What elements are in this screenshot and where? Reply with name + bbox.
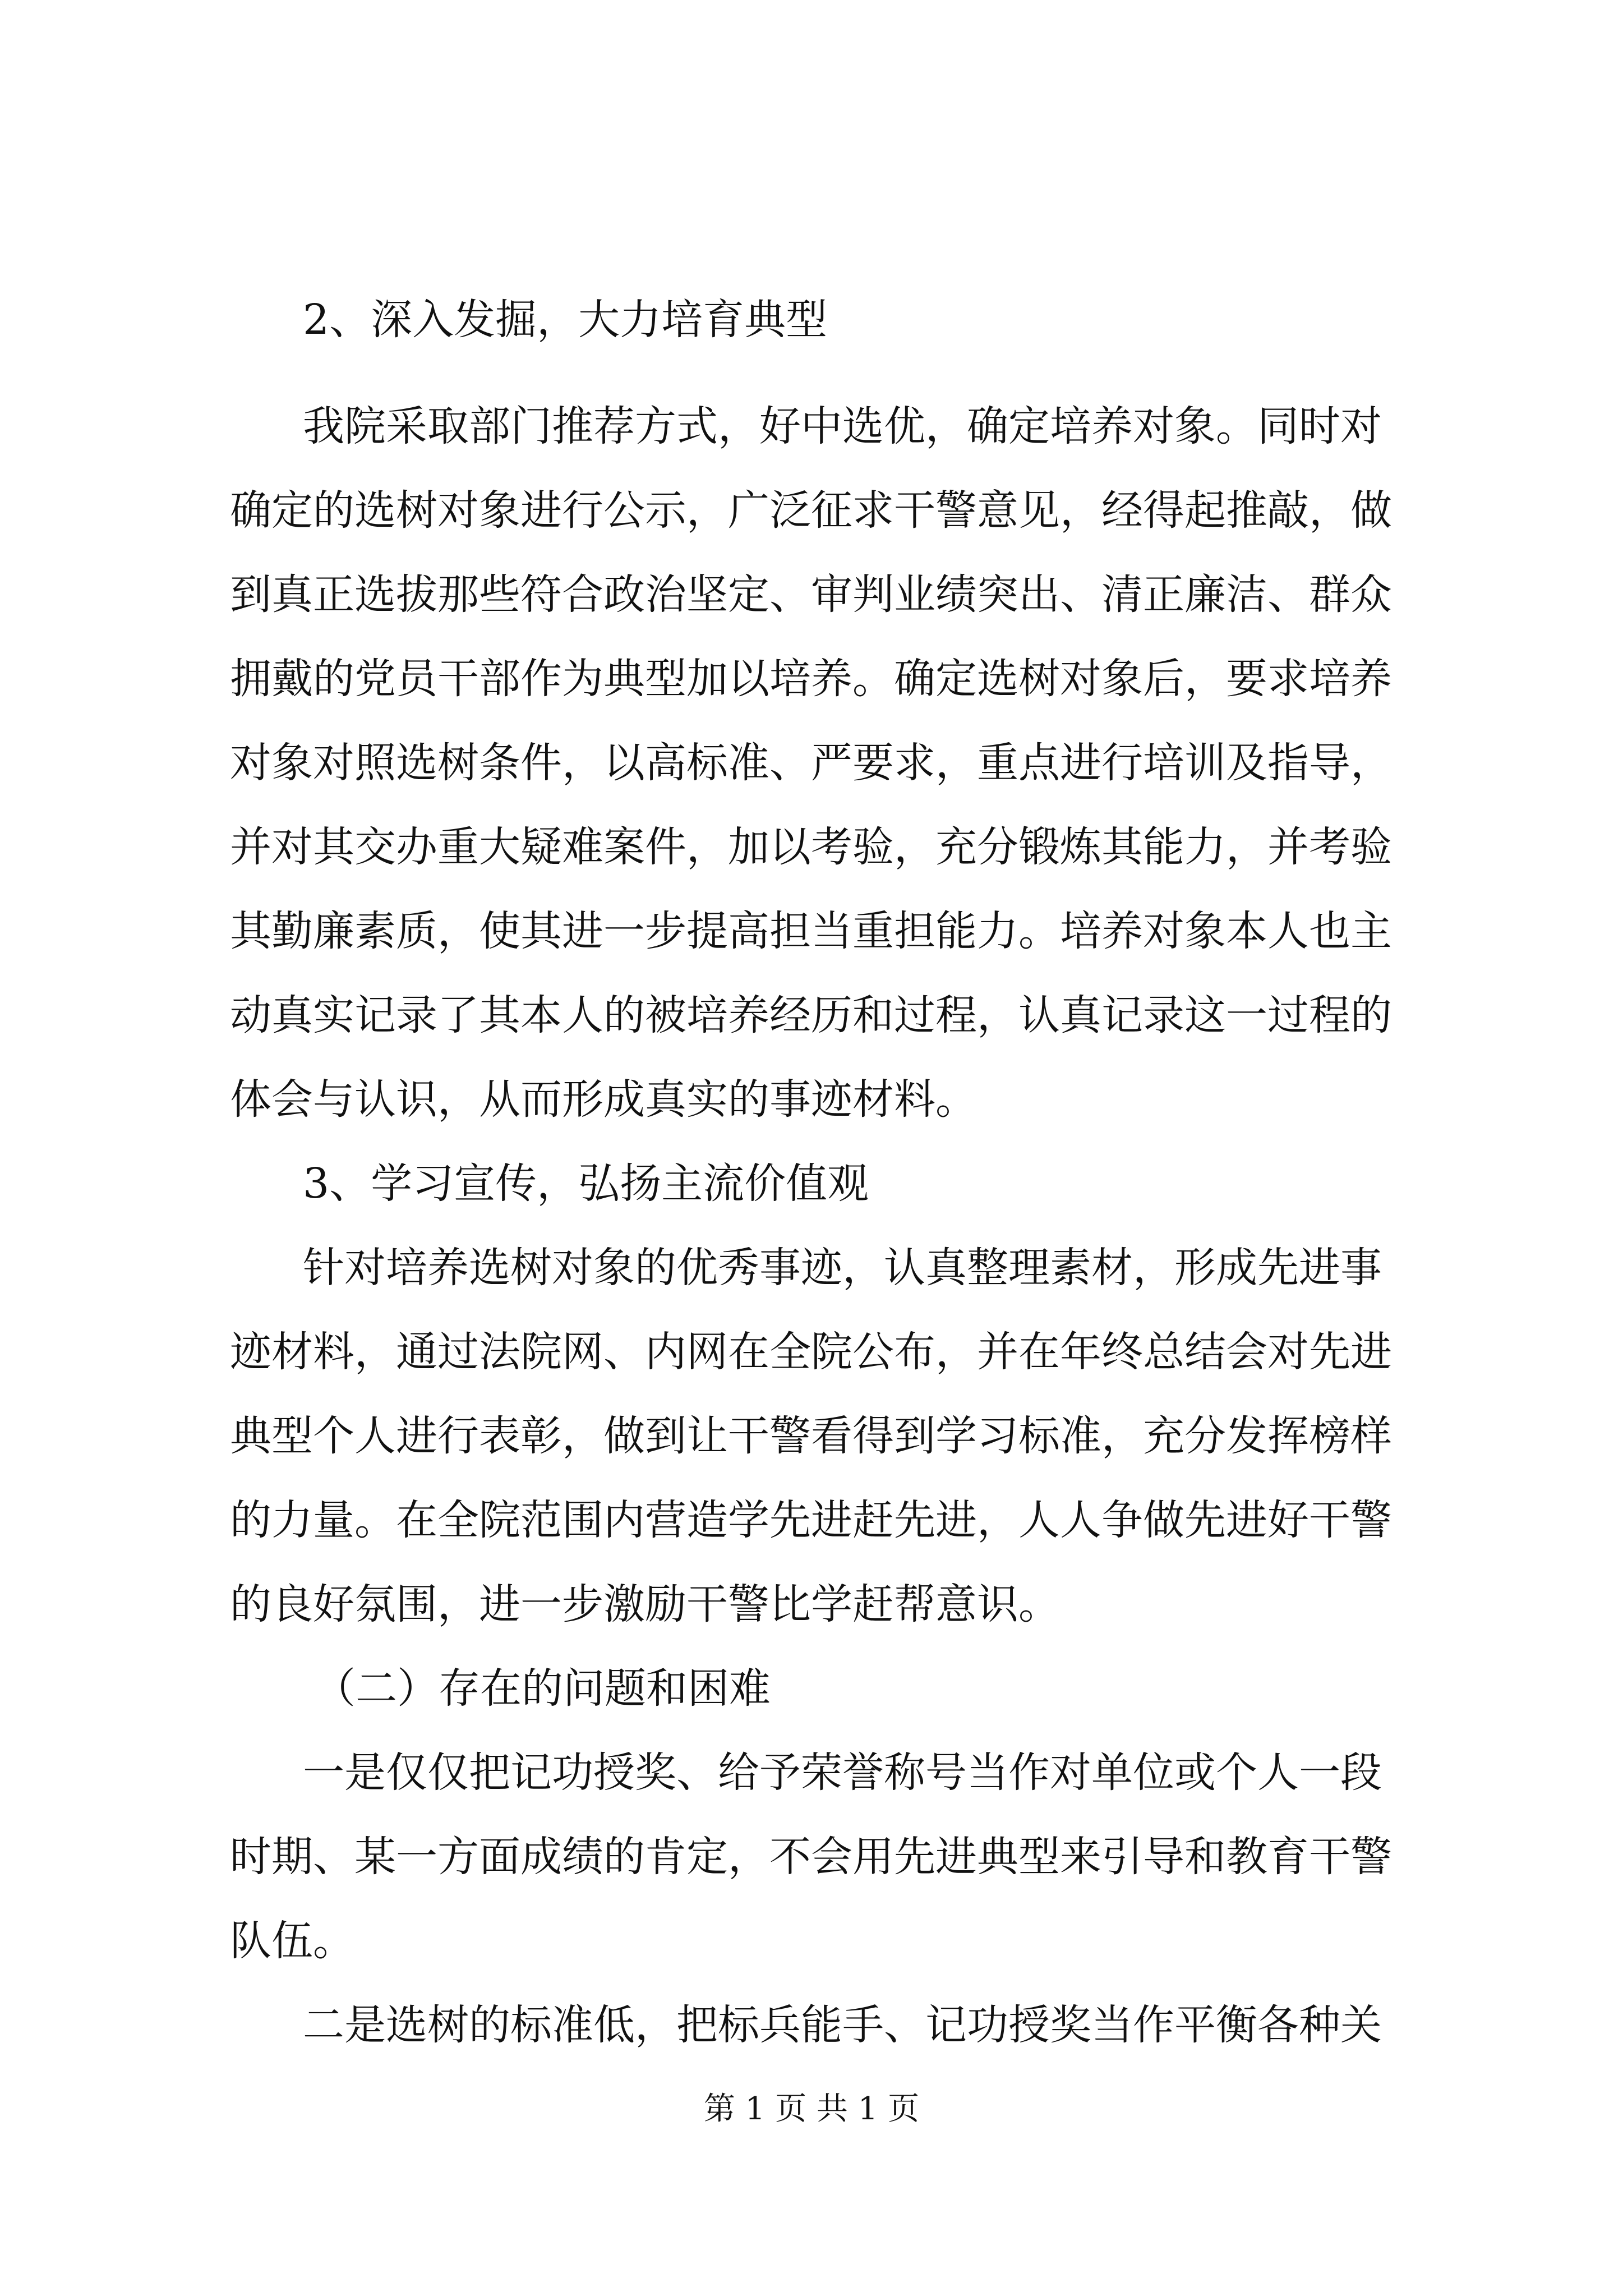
paragraph-line: 对象对照选树条件，以高标准、严要求，重点进行培训及指导，	[230, 739, 1392, 787]
section-heading-2: 2、深入发掘，大力培育典型	[303, 296, 828, 344]
paragraph-line: 体会与认识，从而形成真实的事迹材料。	[230, 1075, 977, 1124]
paragraph-line: 的良好氛围，进一步激励干警比学赶帮意识。	[230, 1580, 1060, 1628]
paragraph-line: 二是选树的标准低，把标兵能手、记功授奖当作平衡各种关	[303, 2001, 1382, 2049]
paragraph-line: 的力量。在全院范围内营造学先进赶先进，人人争做先进好干警	[230, 1496, 1392, 1544]
paragraph-line: 一是仅仅把记功授奖、给予荣誉称号当作对单位或个人一段	[303, 1749, 1382, 1797]
page-number-footer: 第 1 页 共 1 页	[703, 2091, 920, 2127]
section-heading-3: 3、学习宣传，弘扬主流价值观	[303, 1159, 869, 1208]
paragraph-line: 动真实记录了其本人的被培养经历和过程，认真记录这一过程的	[230, 991, 1392, 1039]
paragraph-line: 迹材料，通过法院网、内网在全院公布，并在年终总结会对先进	[230, 1328, 1392, 1376]
paragraph-line: 我院采取部门推荐方式，好中选优，确定培养对象。同时对	[303, 402, 1382, 450]
paragraph-line: 时期、某一方面成绩的肯定，不会用先进典型来引导和教育干警	[230, 1833, 1392, 1881]
paragraph-line: 并对其交办重大疑难案件，加以考验，充分锻炼其能力，并考验	[230, 823, 1392, 871]
paragraph-line: 典型个人进行表彰，做到让干警看得到学习标准，充分发挥榜样	[230, 1412, 1392, 1460]
subsection-heading: （二）存在的问题和困难	[314, 1664, 771, 1713]
paragraph-line: 针对培养选树对象的优秀事迹，认真整理素材，形成先进事	[303, 1244, 1382, 1292]
paragraph-line: 其勤廉素质，使其进一步提高担当重担能力。培养对象本人也主	[230, 907, 1392, 955]
paragraph-line: 确定的选树对象进行公示，广泛征求干警意见，经得起推敲，做	[230, 486, 1392, 535]
paragraph-line: 队伍。	[230, 1917, 354, 1965]
paragraph-line: 拥戴的党员干部作为典型加以培养。确定选树对象后，要求培养	[230, 655, 1392, 703]
paragraph-line: 到真正选拔那些符合政治坚定、审判业绩突出、清正廉洁、群众	[230, 570, 1392, 619]
